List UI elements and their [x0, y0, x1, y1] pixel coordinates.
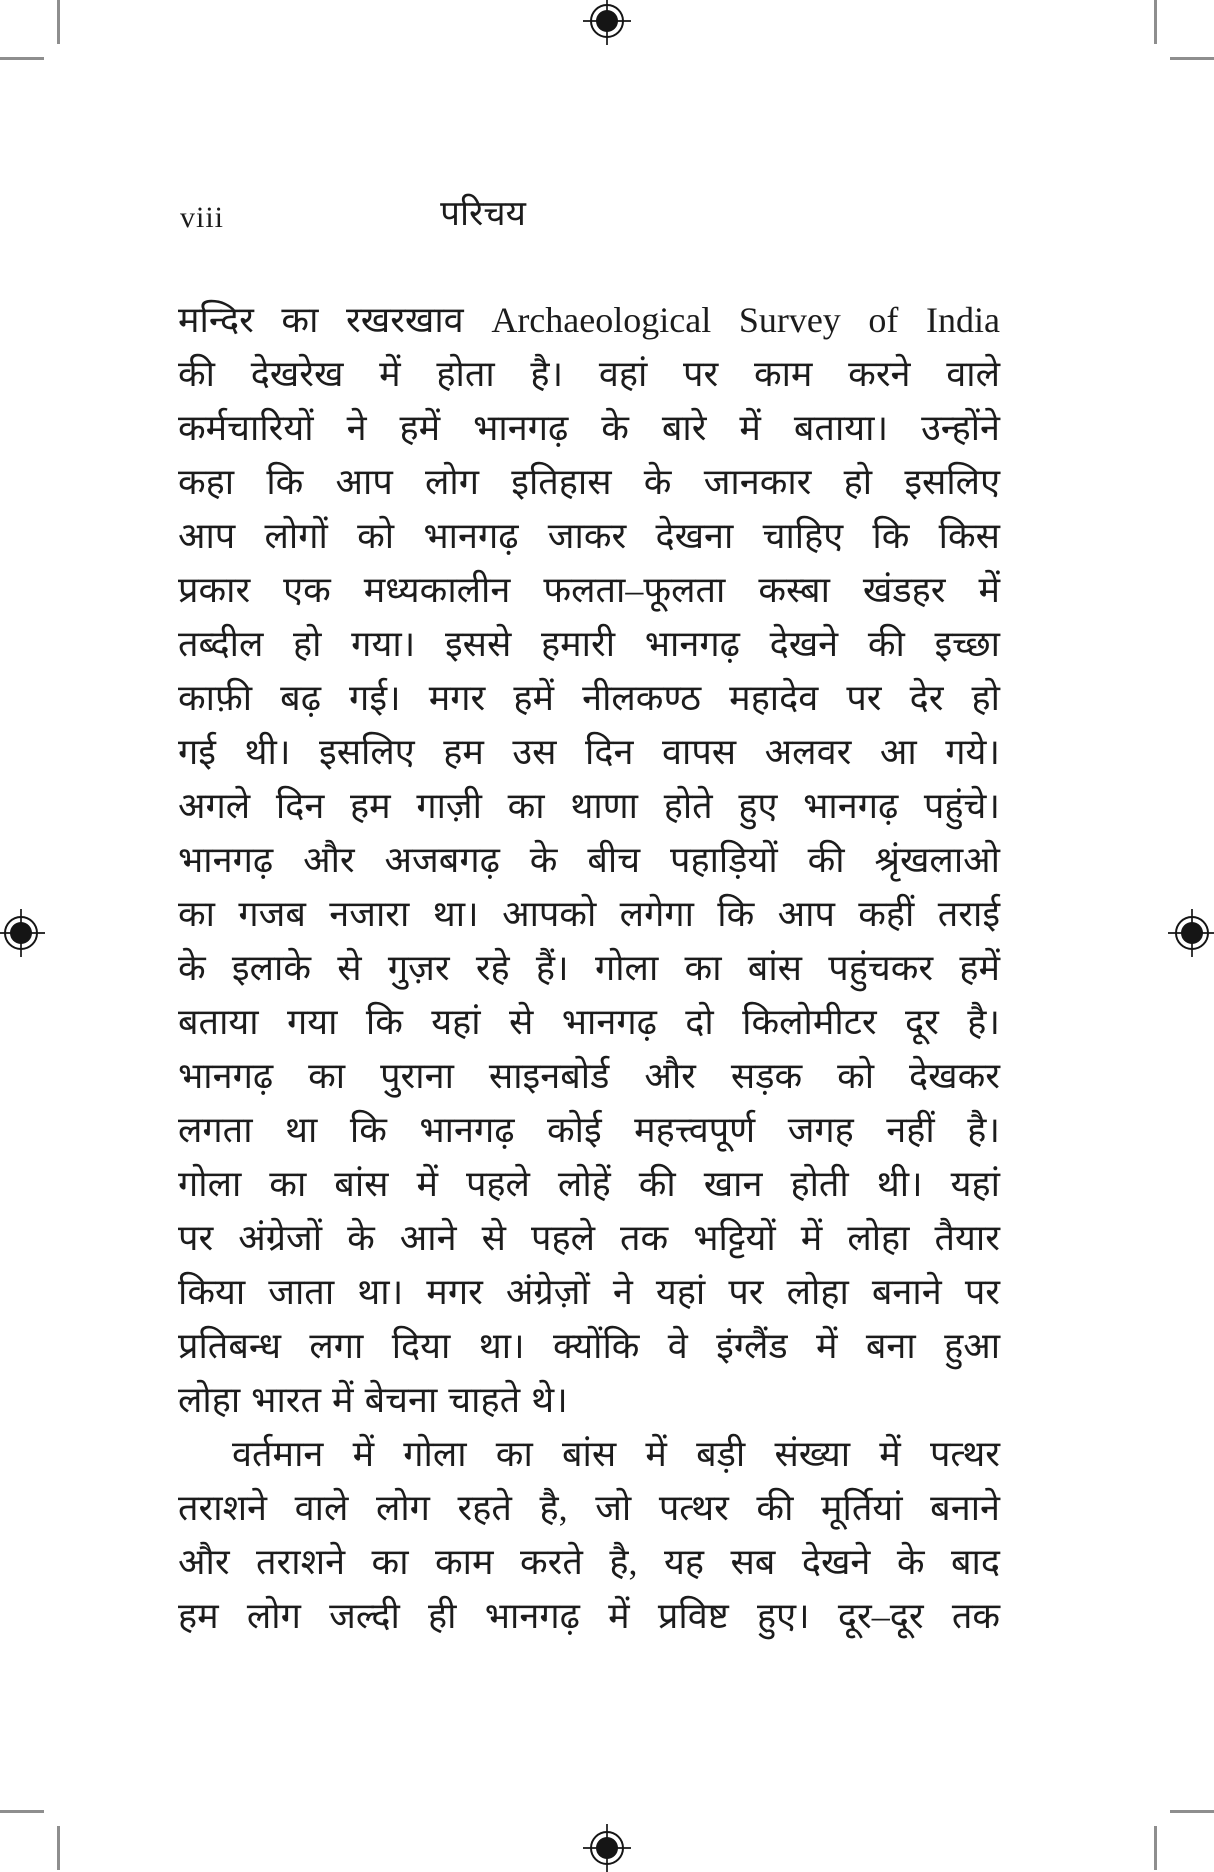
text-line: की देखरेख में होता है। वहां पर काम करने वाले [178, 354, 1000, 394]
text-line: लोहा भारत में बेचना चाहते थे। [178, 1380, 568, 1420]
trim-crop-mark [1154, 1826, 1157, 1870]
registration-target-icon [583, 0, 631, 45]
trim-crop-mark [1170, 57, 1214, 60]
trim-crop-mark [1154, 0, 1157, 44]
registration-target-icon [1168, 909, 1214, 957]
text-line: पर अंग्रेजों के आने से पहले तक भट्टियों में लोहा तैयार [178, 1218, 1000, 1258]
text-line: प्रकार एक मध्यकालीन फलता–फूलता कस्बा खंडहर में [178, 570, 1000, 610]
text-line: के इलाके से गुज़र रहे हैं। गोला का बांस पहुंचकर हमें [178, 948, 1000, 988]
trim-crop-mark [0, 1810, 44, 1813]
text-line: का गजब नजारा था। आपको लगेगा कि आप कहीं तराई [178, 894, 1000, 934]
text-line: लगता था कि भानगढ़ कोई महत्त्वपूर्ण जगह नहीं है। [178, 1110, 1000, 1150]
text-line: आप लोगों को भानगढ़ जाकर देखना चाहिए कि किस [178, 516, 1000, 556]
registration-target-icon [0, 909, 45, 957]
trim-crop-mark [57, 1826, 60, 1870]
registration-target-icon [583, 1824, 631, 1872]
page-title: परिचय [440, 194, 526, 233]
text-line: और तराशने का काम करते है, यह सब देखने के बाद [178, 1542, 1000, 1582]
text-line: कर्मचारियों ने हमें भानगढ़ के बारे में बताया। उन्होंने [178, 408, 1000, 448]
trim-crop-mark [0, 57, 44, 60]
trim-crop-mark [1170, 1810, 1214, 1813]
text-line: बताया गया कि यहां से भानगढ़ दो किलोमीटर दूर है। [178, 1002, 1000, 1042]
text-line: अगले दिन हम गाज़ी का थाणा होते हुए भानगढ़ पहुंचे। [178, 786, 1000, 826]
text-line: तब्दील हो गया। इससे हमारी भानगढ़ देखने की इच्छा [178, 624, 1000, 664]
paragraph [178, 293, 1000, 1427]
text-line: हम लोग जल्दी ही भानगढ़ में प्रविष्ट हुए। दूर–दूर तक [178, 1596, 1000, 1636]
text-line: कहा कि आप लोग इतिहास के जानकार हो इसलिए [178, 462, 1000, 502]
text-line: तराशने वाले लोग रहते है, जो पत्थर की मूर्तियां बनाने [178, 1488, 1000, 1528]
paragraph [178, 1427, 1000, 1643]
text-line: मन्दिर का रखरखाव Archaeological Survey of India [178, 300, 1000, 340]
text-line: गई थी। इसलिए हम उस दिन वापस अलवर आ गये। [178, 732, 1000, 772]
text-line: प्रतिबन्ध लगा दिया था। क्योंकि वे इंग्लैंड में बना हुआ [178, 1326, 1000, 1366]
text-line: किया जाता था। मगर अंग्रेज़ों ने यहां पर लोहा बनाने पर [178, 1272, 1000, 1312]
text-line: गोला का बांस में पहले लोहें की खान होती थी। यहां [178, 1164, 1000, 1204]
text-line: भानगढ़ और अजबगढ़ के बीच पहाड़ियों की श्रृंखलाओ [178, 840, 1000, 880]
text-line: वर्तमान में गोला का बांस में बड़ी संख्या में पत्थर [232, 1434, 1000, 1474]
text-line: भानगढ़ का पुराना साइनबोर्ड और सड़क को देखकर [178, 1056, 1000, 1096]
body-text [178, 293, 1000, 1643]
trim-crop-mark [57, 0, 60, 44]
page-number: viii [180, 201, 225, 234]
text-line: काफ़ी बढ़ गई। मगर हमें नीलकण्ठ महादेव पर देर हो [178, 678, 1000, 718]
